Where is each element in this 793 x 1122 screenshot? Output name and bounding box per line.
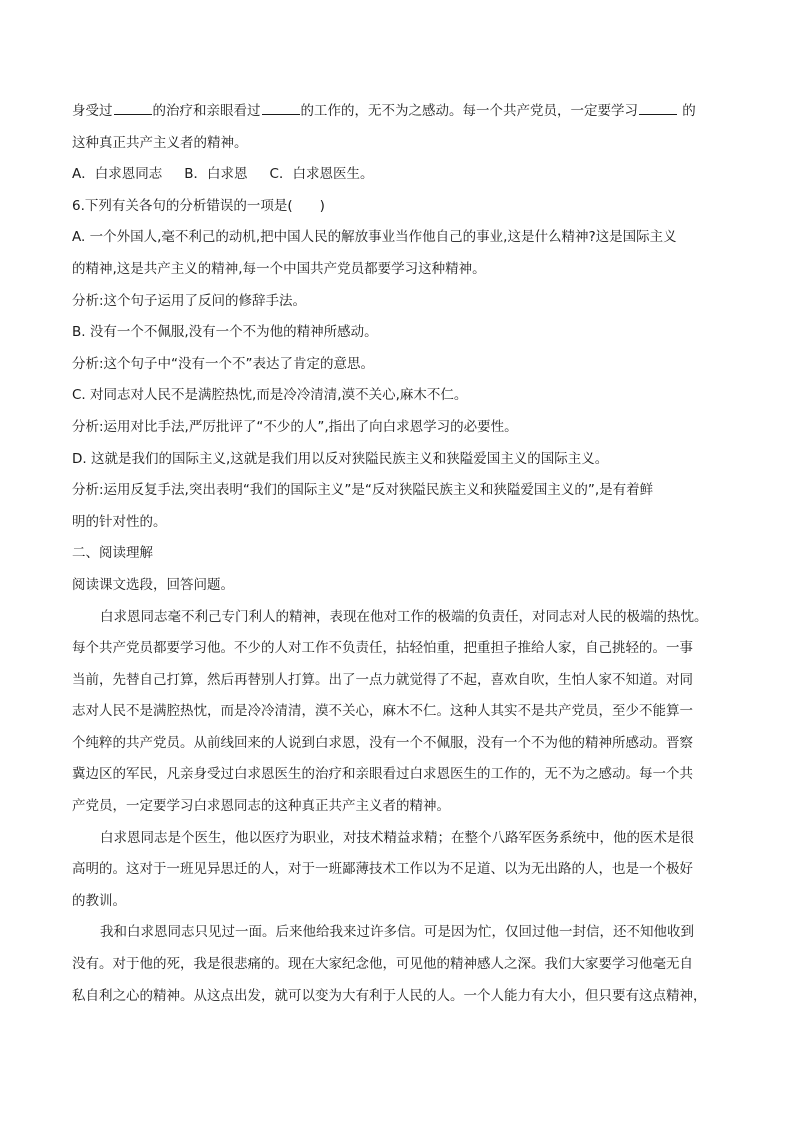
text: 的治疗和亲眼看过 bbox=[152, 103, 261, 119]
q6-option-c-analysis: 分析:运用对比手法,严厉批评了“不少的人”,指出了向白求恩学习的必要性。 bbox=[72, 418, 518, 435]
text: 的工作的，无不为之感动。每一个共产党员，一定要学习 bbox=[300, 103, 638, 119]
option-b: B．白求恩 bbox=[184, 166, 248, 183]
section-heading: 二、阅读理解 bbox=[72, 545, 153, 562]
passage-p2-line-1: 白求恩同志是个医生，他以医疗为职业，对技术精益求精；在整个八路军医务系统中，他的医术是很 bbox=[100, 829, 694, 846]
q6-option-b: B. 没有一个不佩服,没有一个不为他的精神所感动。 bbox=[72, 324, 378, 341]
answer-blank-1[interactable] bbox=[114, 100, 152, 115]
passage-p1-line-2: 每个共产党员都要学习他。不少的人对工作不负责任，拈轻怕重，把重担子推给人家，自己挑轻的。一事 bbox=[72, 640, 693, 657]
option-c: C．白求恩医生。 bbox=[269, 166, 374, 183]
q6-stem: 6.下列有关各句的分析错误的一项是( ) bbox=[72, 197, 325, 214]
passage-p1-line-5: 个纯粹的共产党员。从前线回来的人说到白求恩，没有一个不佩服，没有一个不为他的精神所感动。晋察 bbox=[72, 734, 693, 751]
q6-option-d-analysis-2: 明的针对性的。 bbox=[72, 513, 167, 530]
passage-p1-line-1: 白求恩同志毫不利己专门利人的精神，表现在他对工作的极端的负责任，对同志对人民的极端的热忱。 bbox=[100, 608, 708, 625]
passage-p3-line-3: 私自利之心的精神。从这点出发，就可以变为大有利于人民的人。一个人能力有大小，但只要有这点精神， bbox=[72, 987, 707, 1004]
text: 身受过 bbox=[72, 103, 113, 119]
passage-p1-line-3: 当前，先替自己打算，然后再替别人打算。出了一点力就觉得了不起，喜欢自吹，生怕人家不知道。对同 bbox=[72, 671, 693, 688]
q6-option-a-line-1: A. 一个外国人,毫不利己的动机,把中国人民的解放事业当作他自己的事业,这是什么精神?这是国际主义 bbox=[72, 229, 677, 246]
q5-line-1 bbox=[72, 96, 724, 128]
q5-line-2: 这种真正共产主义者的精神。 bbox=[72, 134, 248, 151]
passage-p1-line-4: 志对人民不是满腔热忱，而是冷冷清清，漠不关心，麻木不仁。这种人其实不是共产党员，至少不能算一 bbox=[72, 703, 693, 720]
passage-p2-line-2: 高明的。这对于一班见异思迁的人，对于一班鄙薄技术工作以为不足道、以为无出路的人，也是一个极好 bbox=[72, 861, 693, 878]
q5-options bbox=[72, 159, 724, 191]
passage-p1-line-6: 冀边区的军民，凡亲身受过白求恩医生的治疗和亲眼看过白求恩医生的工作的，无不为之感动。每一个共 bbox=[72, 766, 693, 783]
q6-option-a-analysis: 分析:这个句子运用了反问的修辞手法。 bbox=[72, 292, 307, 309]
passage-p2-line-3: 的教训。 bbox=[72, 892, 126, 909]
q6-option-a-line-2: 的精神,这是共产主义的精神,每一个中国共产党员都要学习这种精神。 bbox=[72, 260, 486, 277]
passage-p3-line-1: 我和白求恩同志只见过一面。后来他给我来过许多信。可是因为忙，仅回过他一封信，还不知他收到 bbox=[100, 924, 694, 941]
text: 的 bbox=[682, 103, 696, 119]
q6-option-d: D. 这就是我们的国际主义,这就是我们用以反对狭隘民族主义和狭隘爱国主义的国际主义。 bbox=[72, 450, 609, 467]
section-instruction: 阅读课文选段，回答问题。 bbox=[72, 576, 234, 593]
q6-option-b-analysis: 分析:这个句子中“没有一个不”表达了肯定的意思。 bbox=[72, 355, 375, 372]
option-a: A．白求恩同志 bbox=[72, 166, 163, 183]
document-page bbox=[72, 96, 724, 1012]
passage-p1-line-7: 产党员，一定要学习白求恩同志的这种真正共产主义者的精神。 bbox=[72, 798, 450, 815]
q6-option-d-analysis-1: 分析:运用反复手法,突出表明“我们的国际主义”是“反对狭隘民族主义和狭隘爱国主义的”,是有着鲜 bbox=[72, 482, 654, 499]
answer-blank-2[interactable] bbox=[262, 100, 300, 115]
q6-option-c: C. 对同志对人民不是满腔热忱,而是冷冷清清,漠不关心,麻木不仁。 bbox=[72, 387, 468, 404]
passage-p3-line-2: 没有。对于他的死，我是很悲痛的。现在大家纪念他，可见他的精神感人之深。我们大家要学习他毫无自 bbox=[72, 956, 693, 973]
answer-blank-3[interactable] bbox=[639, 100, 677, 115]
